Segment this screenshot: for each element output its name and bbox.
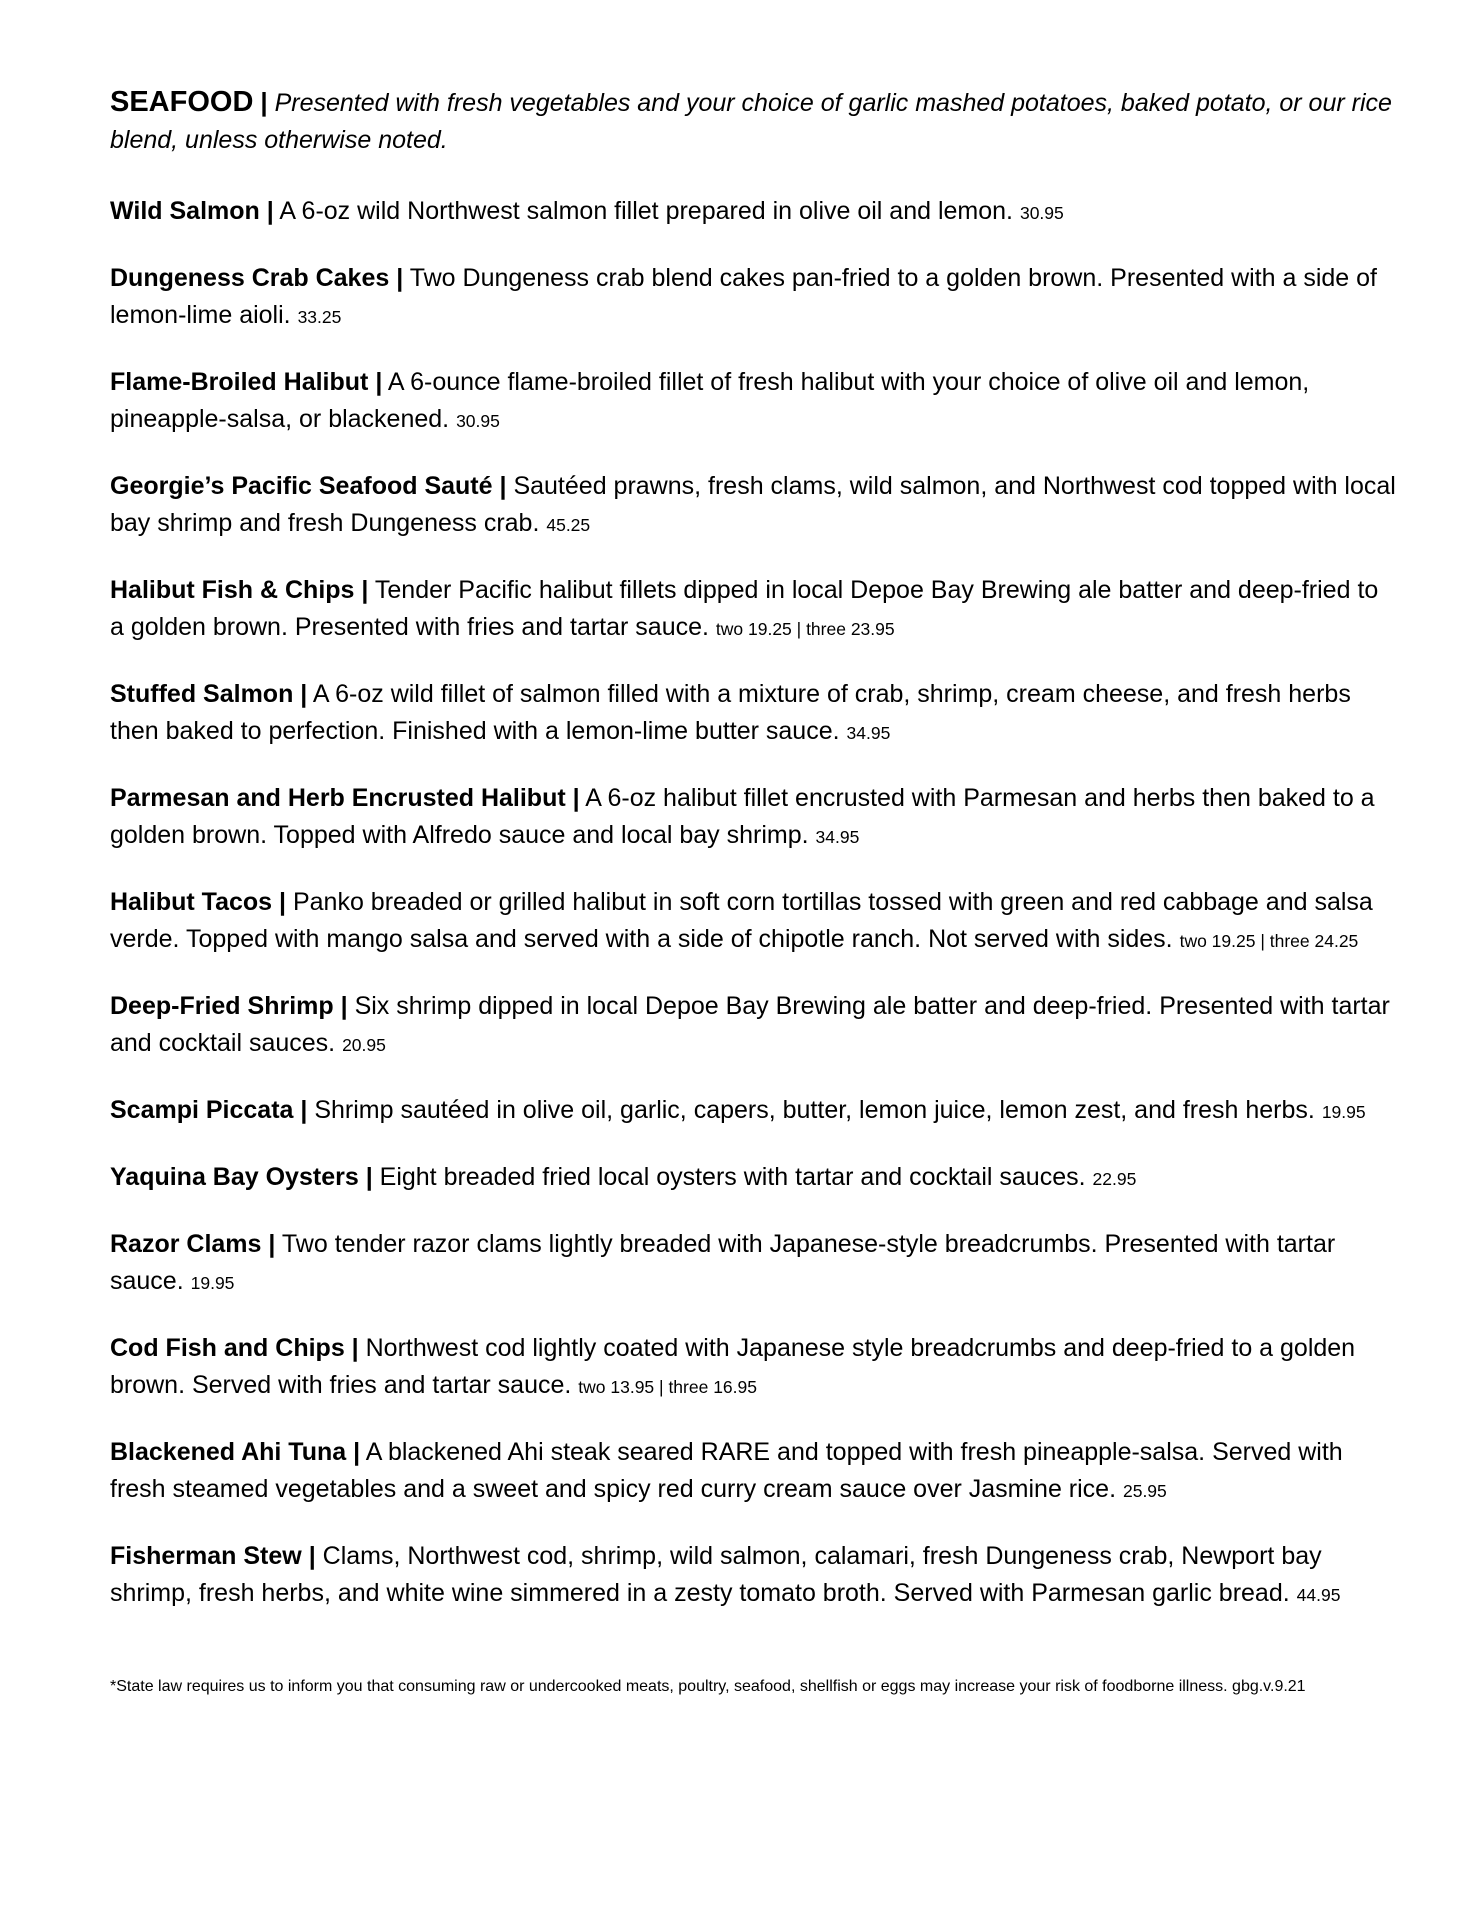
menu-item-name: Deep-Fried Shrimp [110, 992, 334, 1020]
menu-item-price: 33.25 [297, 307, 342, 327]
menu-item-name: Stuffed Salmon [110, 680, 294, 708]
menu-item [110, 780, 1396, 856]
menu-item [110, 676, 1396, 752]
menu-item-name: Fisherman Stew [110, 1542, 302, 1570]
menu-item [110, 572, 1396, 648]
menu-item-price: 22.95 [1092, 1169, 1137, 1189]
menu-item-name: Flame-Broiled Halibut [110, 368, 369, 396]
menu-item [110, 1226, 1396, 1302]
menu-item-name: Scampi Piccata [110, 1096, 294, 1124]
menu-item-description: Northwest cod lightly coated with Japanese style breadcrumbs and deep-fried to a golden brown. Served with fries and tartar sauce. [110, 1334, 1356, 1399]
menu-item-name: Parmesan and Herb Encrusted Halibut [110, 784, 566, 812]
menu-item-separator: | [351, 1334, 359, 1362]
menu-item [110, 468, 1396, 544]
menu-item-name: Yaquina Bay Oysters [110, 1163, 359, 1191]
menu-item-separator: | [340, 992, 348, 1020]
title-separator: | [260, 87, 268, 117]
section-header [110, 84, 1396, 159]
menu-item-separator: | [300, 1096, 308, 1124]
menu-item-separator: | [572, 784, 580, 812]
menu-items-list [110, 193, 1396, 1614]
menu-item-description: Two tender razor clams lightly breaded with Japanese-style breadcrumbs. Presented with tartar sauce. [110, 1230, 1336, 1295]
menu-item-separator: | [308, 1542, 316, 1570]
menu-item-price: 19.95 [190, 1273, 235, 1293]
menu-item-description: Sautéed prawns, fresh clams, wild salmon, and Northwest cod topped with local bay shrimp and fresh Dungeness crab. [110, 472, 1396, 537]
menu-item [110, 364, 1396, 440]
menu-item-name: Halibut Fish & Chips [110, 576, 355, 604]
menu-item [110, 193, 1396, 232]
menu-item-separator: | [361, 576, 369, 604]
menu-item-name: Wild Salmon [110, 197, 260, 225]
menu-item [110, 1330, 1396, 1406]
menu-item-description: Eight breaded fried local oysters with tartar and cocktail sauces. [379, 1163, 1086, 1191]
menu-item-separator: | [499, 472, 507, 500]
menu-item-separator: | [353, 1438, 361, 1466]
menu-item-name: Georgie’s Pacific Seafood Sauté [110, 472, 493, 500]
menu-item-price: two 19.25 | three 24.25 [1179, 931, 1359, 951]
footnote: *State law requires us to inform you that consuming raw or undercooked meats, poultry, seafood, shellfish or eggs may increase your risk of foodborne illness. gbg.v.9.21 [110, 1678, 1306, 1695]
menu-item [110, 1538, 1396, 1614]
menu-item-description: A 6-oz wild fillet of salmon filled with a mixture of crab, shrimp, cream cheese, and fresh herbs then baked to perfection. Finished with a lemon-lime butter sauce. [110, 680, 1351, 745]
menu-item-separator: | [268, 1230, 276, 1258]
menu-item-price: 34.95 [815, 827, 860, 847]
menu-item-price: 25.95 [1122, 1481, 1167, 1501]
menu-item [110, 1159, 1396, 1198]
menu-item-description: A 6-oz wild Northwest salmon fillet prepared in olive oil and lemon. [279, 197, 1014, 225]
menu-item-description: Two Dungeness crab blend cakes pan-fried to a golden brown. Presented with a side of lemon-lime aioli. [110, 264, 1377, 329]
menu-item-separator: | [396, 264, 404, 292]
menu-item-description: Six shrimp dipped in local Depoe Bay Brewing ale batter and deep-fried. Presented with tartar and cocktail sauces. [110, 992, 1390, 1057]
menu-item [110, 988, 1396, 1064]
section-note: Presented with fresh vegetables and your choice of garlic mashed potatoes, baked potato, or our rice blend, unless otherwise noted. [110, 89, 1392, 154]
menu-item [110, 260, 1396, 336]
menu-item-name: Dungeness Crab Cakes [110, 264, 390, 292]
menu-item-separator: | [300, 680, 308, 708]
menu-item-description: Shrimp sautéed in olive oil, garlic, capers, butter, lemon juice, lemon zest, and fresh herbs. [314, 1096, 1315, 1124]
menu-item-description: Panko breaded or grilled halibut in soft corn tortillas tossed with green and red cabbage and salsa verde. Topped with mango salsa and served with a side of chipotle ranch. Not served with sides. [110, 888, 1373, 953]
menu-item-price: 34.95 [846, 723, 891, 743]
menu-item-price: 19.95 [1321, 1102, 1366, 1122]
menu-item-price: 30.95 [456, 411, 500, 431]
menu-item-separator: | [375, 368, 383, 396]
menu-item-name: Cod Fish and Chips [110, 1334, 345, 1362]
menu-item [110, 1092, 1396, 1131]
menu-item [110, 1434, 1396, 1510]
menu-item-price: two 13.95 | three 16.95 [578, 1377, 757, 1397]
menu-item-description: A 6-oz halibut fillet encrusted with Parmesan and herbs then baked to a golden brown. Topped with Alfredo sauce and local bay shrimp. [110, 784, 1375, 849]
menu-item-description: Clams, Northwest cod, shrimp, wild salmon, calamari, fresh Dungeness crab, Newport bay shrimp, fresh herbs, and white wine simmered in a zesty tomato broth. Served with Parmesan garlic bread. [110, 1542, 1322, 1607]
menu-item-description: Tender Pacific halibut fillets dipped in local Depoe Bay Brewing ale batter and deep-fried to a golden brown. Presented with fries and tartar sauce. [110, 576, 1379, 641]
menu-item-description: A 6-ounce flame-broiled fillet of fresh halibut with your choice of olive oil and lemon, pineapple-salsa, or blackened. [110, 368, 1310, 433]
menu-item [110, 884, 1396, 960]
menu-item-separator: | [266, 197, 274, 225]
menu-item-description: A blackened Ahi steak seared RARE and topped with fresh pineapple-salsa. Served with fresh steamed vegetables and a sweet and spicy red curry cream sauce over Jasmine rice. [110, 1438, 1343, 1503]
section-title: SEAFOOD [110, 86, 254, 118]
menu-item-name: Razor Clams [110, 1230, 262, 1258]
menu-item-price: two 19.25 | three 23.95 [715, 619, 895, 639]
menu-item-price: 30.95 [1019, 203, 1064, 223]
menu-item-price: 45.25 [546, 515, 591, 535]
menu-item-separator: | [365, 1163, 373, 1191]
menu-item-price: 44.95 [1296, 1585, 1341, 1605]
menu-item-name: Blackened Ahi Tuna [110, 1438, 347, 1466]
menu-item-name: Halibut Tacos [110, 888, 273, 916]
menu-item-separator: | [279, 888, 287, 916]
menu-item-price: 20.95 [342, 1035, 386, 1055]
